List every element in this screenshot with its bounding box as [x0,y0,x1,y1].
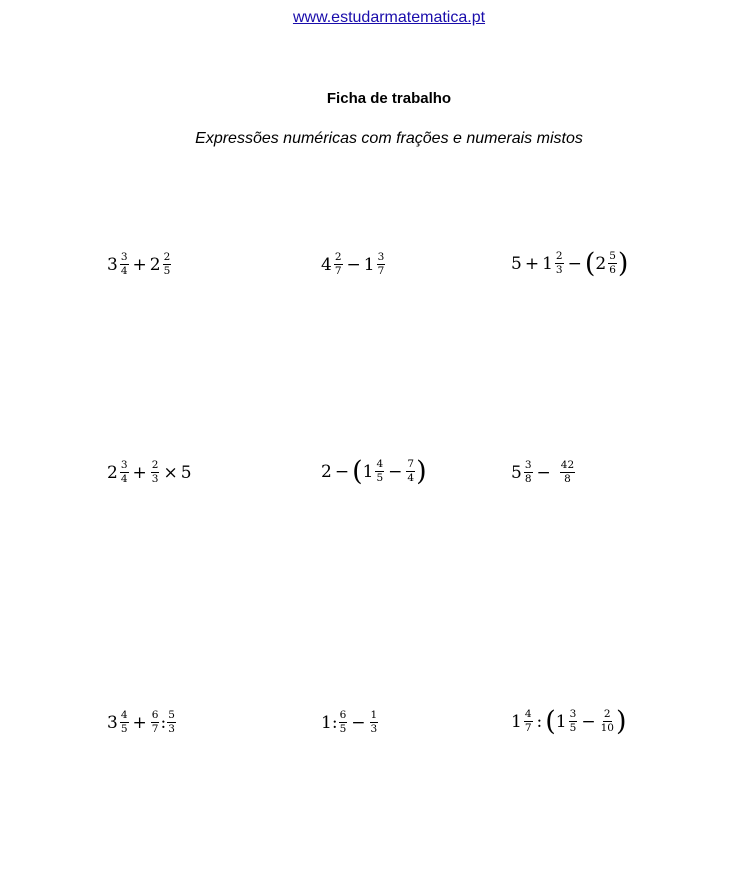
right-parenthesis: ) [416,456,427,487]
left-parenthesis: ( [545,706,556,737]
right-parenthesis: ) [617,248,629,279]
whole-number: 1 [511,711,522,732]
fraction: $\frac{3}{4}$ [120,459,128,486]
expression-2 [321,252,386,277]
operator: − [388,461,403,482]
fraction: $\frac{4}{7}$ [524,707,532,734]
fraction: $\frac{3}{4}$ [120,251,128,278]
expression-3 [511,250,628,277]
operator: : [331,712,338,733]
operator: : [160,712,167,733]
fraction: $\frac{4}{5}$ [376,457,384,484]
expression-9 [511,708,626,735]
operator: + [132,254,147,275]
fraction: $\frac{42}{8}$ [560,459,575,486]
left-parenthesis: ( [584,248,596,279]
worksheet-title: Ficha de trabalho [326,90,452,107]
fraction: $\frac{5}{3}$ [168,709,175,736]
number: 2 [321,461,332,482]
operator: − [581,711,596,732]
fraction: $\frac{3}{8}$ [524,459,532,486]
operator: + [132,462,147,483]
expression-7 [107,710,177,735]
fraction: $\frac{2}{7}$ [334,251,342,278]
expression-1 [107,252,172,277]
whole-number: 3 [107,712,118,733]
fraction: $\frac{2}{3}$ [151,459,159,486]
whole-number: 2 [149,254,161,275]
whole-number: 1 [362,461,374,482]
operator: + [524,253,540,274]
operator: − [536,462,551,483]
expression-4 [107,460,192,485]
number: 5 [180,462,192,483]
operator: + [132,712,147,733]
fraction: $\frac{2}{3}$ [555,249,563,276]
fraction: $\frac{2}{10}$ [600,707,614,734]
fraction: $\frac{7}{4}$ [407,457,415,484]
operator: : [536,711,543,732]
expression-8 [321,710,379,735]
whole-number: 5 [511,462,522,483]
site-link[interactable]: www.estudarmatematica.pt [292,9,486,26]
fraction: $\frac{4}{5}$ [120,709,128,736]
operator: − [567,253,582,274]
whole-number: 2 [107,462,118,483]
right-parenthesis: ) [615,706,627,737]
left-parenthesis: ( [352,456,363,487]
fraction: $\frac{3}{5}$ [569,707,577,734]
whole-number: 1 [363,254,375,275]
fraction: $\frac{1}{3}$ [370,709,378,736]
operator: − [334,461,350,482]
whole-number: 1 [555,711,567,732]
whole-number: 4 [321,254,332,275]
whole-number: 2 [595,253,607,274]
fraction: $\frac{6}{5}$ [339,709,347,736]
whole-number: 3 [107,254,118,275]
worksheet-subtitle: Expressões numéricas com frações e numerais mistos [195,130,583,147]
operator: − [346,254,361,275]
whole-number: 1 [542,253,553,274]
fraction: $\frac{5}{6}$ [609,249,616,276]
fraction: $\frac{2}{5}$ [163,251,171,278]
expression-5 [321,458,427,485]
number: 1 [321,712,332,733]
operator: × [163,462,178,483]
fraction: $\frac{3}{7}$ [377,251,385,278]
operator: − [351,712,366,733]
number: 5 [511,253,522,274]
expression-6 [511,460,576,485]
fraction: $\frac{6}{7}$ [151,709,159,736]
